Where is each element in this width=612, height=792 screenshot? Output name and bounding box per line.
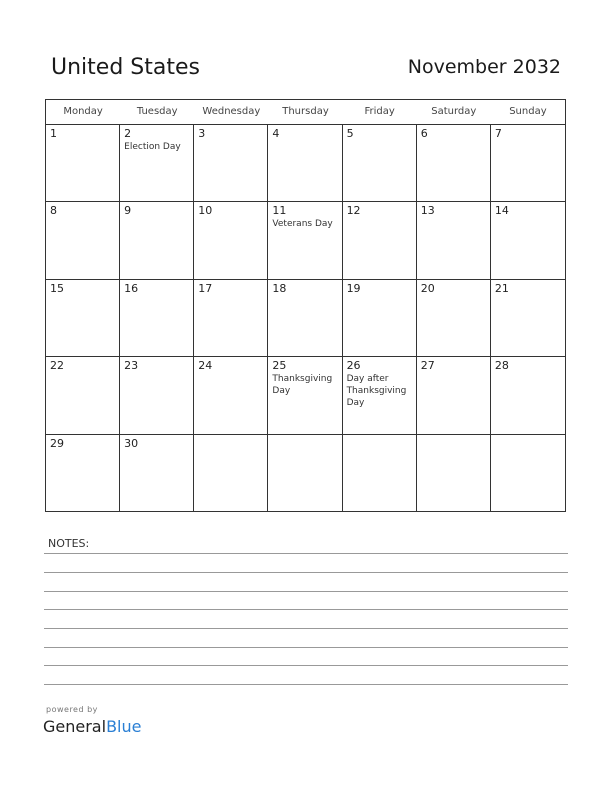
day-cell (120, 357, 194, 434)
day-number: 24 (198, 359, 213, 373)
day-number: 22 (50, 359, 64, 373)
day-number: 9 (124, 204, 132, 218)
day-cell (46, 280, 120, 357)
day-number: 25 (272, 359, 287, 373)
day-cell (417, 280, 491, 357)
day-cell (120, 202, 194, 279)
day-cell (194, 435, 268, 512)
day-number: 1 (50, 127, 57, 140)
day-number: 6 (420, 127, 428, 140)
day-cell (417, 125, 491, 202)
day-number: 3 (198, 127, 206, 140)
weekday-wednesday: Wednesday (202, 106, 261, 117)
calendar-grid (45, 99, 566, 512)
day-cell (268, 435, 342, 512)
day-number: 2 (124, 127, 132, 140)
day-number: 26 (346, 359, 361, 373)
country-title: United States (51, 55, 200, 80)
holiday-label: Election Day (124, 142, 181, 152)
day-number: 13 (420, 204, 435, 218)
notes-line (44, 665, 568, 666)
day-cell (491, 125, 565, 202)
day-number: 14 (494, 204, 509, 218)
day-number: 10 (198, 204, 213, 218)
calendar-weeks (46, 125, 565, 512)
day-cell (46, 435, 120, 512)
weekday-tuesday: Tuesday (136, 106, 178, 117)
holiday-label: Day after Thanksgiving Day (346, 374, 407, 409)
day-number: 7 (494, 127, 502, 140)
day-number: 19 (346, 281, 361, 295)
weekday-saturday: Saturday (431, 106, 477, 117)
day-number: 21 (494, 281, 509, 295)
day-number: 11 (272, 204, 287, 218)
day-number: 8 (50, 204, 57, 218)
day-number: 12 (346, 204, 361, 218)
notes-line (44, 591, 568, 592)
notes-line (44, 628, 568, 629)
day-number: 15 (50, 281, 64, 295)
day-number: 4 (272, 127, 280, 140)
day-cell (46, 125, 120, 202)
day-number: 23 (124, 359, 139, 373)
weekday-sunday: Sunday (509, 106, 547, 117)
holiday-label: Thanksgiving Day (272, 374, 333, 397)
day-cell (491, 435, 565, 512)
brand-blue: Blue (106, 717, 142, 736)
notes-line (44, 553, 568, 554)
brand-general: General (43, 717, 107, 736)
day-cell (343, 280, 417, 357)
day-number: 29 (50, 436, 64, 450)
day-cell (417, 435, 491, 512)
day-cell (343, 125, 417, 202)
weekday-header-row (46, 100, 565, 125)
powered-by-text: powered by (46, 705, 98, 714)
day-cell (120, 435, 194, 512)
day-cell (268, 125, 342, 202)
day-cell (46, 202, 120, 279)
day-cell (268, 357, 342, 434)
notes-line (44, 647, 568, 648)
notes-line (44, 684, 568, 685)
day-cell (417, 202, 491, 279)
notes-line (44, 572, 568, 573)
day-number: 18 (272, 281, 287, 295)
weekday-thursday: Thursday (282, 106, 329, 117)
day-number: 28 (494, 359, 509, 373)
day-cell (491, 357, 565, 434)
generalblue-logo (43, 717, 141, 736)
day-cell (194, 125, 268, 202)
day-cell (268, 202, 342, 279)
month-year-title: November 2032 (407, 56, 561, 78)
day-number: 16 (124, 281, 139, 295)
day-cell (120, 280, 194, 357)
day-number: 27 (420, 359, 435, 373)
weekday-monday: Monday (63, 106, 103, 117)
day-cell (343, 202, 417, 279)
day-cell (120, 125, 194, 202)
day-cell (417, 357, 491, 434)
day-cell (194, 280, 268, 357)
day-cell (491, 280, 565, 357)
holiday-label: Veterans Day (272, 219, 333, 230)
day-cell (46, 357, 120, 434)
day-cell (491, 202, 565, 279)
day-cell (343, 435, 417, 512)
day-number: 17 (198, 281, 213, 295)
day-cell (343, 357, 417, 434)
notes-line (44, 609, 568, 610)
day-number: 20 (420, 281, 435, 295)
day-cell (194, 202, 268, 279)
day-cell (194, 357, 268, 434)
day-number: 30 (124, 436, 139, 450)
notes-label: NOTES: (48, 537, 90, 550)
day-number: 5 (346, 127, 354, 140)
weekday-friday: Friday (364, 106, 395, 117)
day-cell (268, 280, 342, 357)
